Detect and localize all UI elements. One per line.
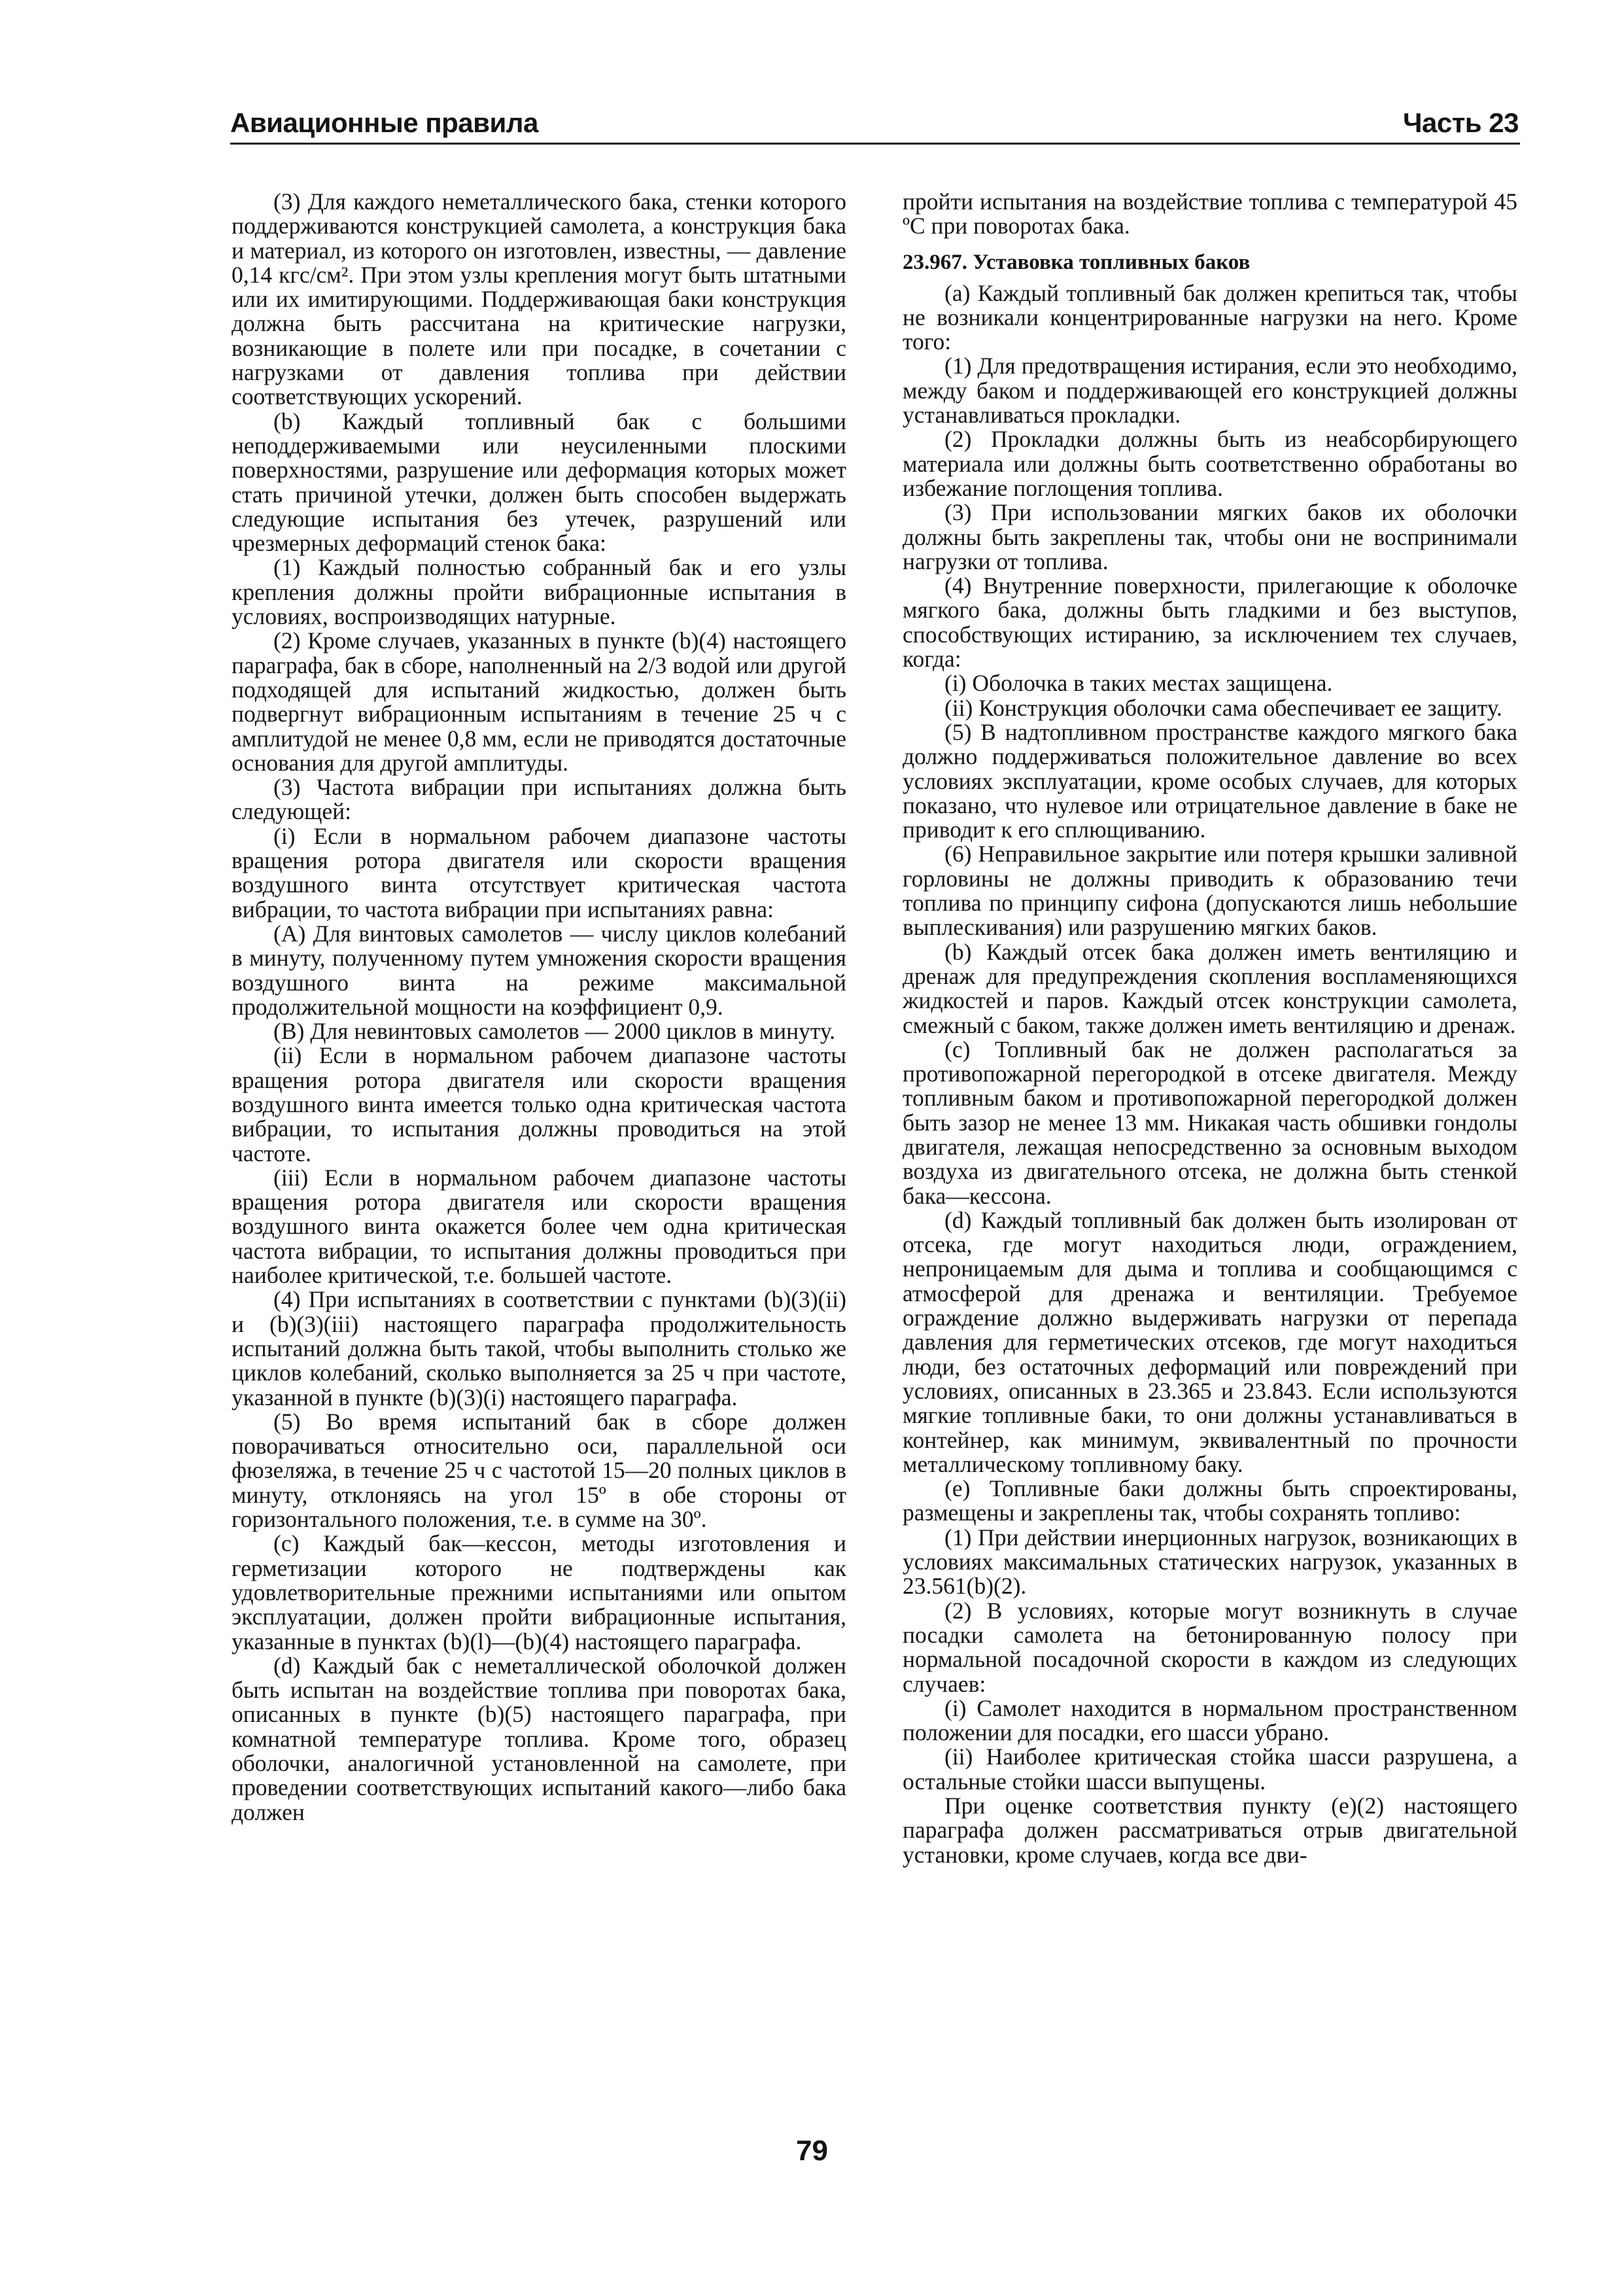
paragraph: (3) Для каждого неметаллического бака, стенки которого поддерживаются конструкцией самолета, а конструкция бака и материал, из которого он изготовлен, известны, — давление 0,14 кгс/см². При этом узлы крепления могут быть штатными или их имитирующими. Поддерживающая баки конструкция должна быть рассчитана на критические нагрузки, возникающие в полете или при посадке, в сочетании с нагрузками от давления топлива при действии соответствующих ускорений. xyxy=(232,190,846,410)
paragraph: (iii) Если в нормальном рабочем диапазоне частоты вращения ротора двигателя или скорости вращения воздушного винта окажется более чем одна критическая частота вибрации, то испытания должны проводиться при наиболее критической, т.е. большей частоте. xyxy=(232,1164,846,1289)
paragraph: (e) Топливные баки должны быть спроектированы, размещены и закреплены так, чтобы сохранять топливо: xyxy=(903,1475,1517,1526)
section-heading: 23.967. Уставовка топливных баков xyxy=(903,250,1251,274)
paragraph: При оценке соответствия пункту (e)(2) настоящего параграфа должен рассматриваться отрыв двигательной установки, кроме случаев, когда все дви- xyxy=(903,1793,1517,1868)
paragraph: (A) Для винтовых самолетов — числу циклов колебаний в минуту, полученному путем умножения скорости вращения воздушного винта на режиме максимальной продолжительной мощности на коэффициент 0,9. xyxy=(232,920,846,1020)
paragraph: (5) Во время испытаний бак в сборе должен поворачиваться относительно оси, параллельной оси фюзеляжа, в течение 25 ч с частотой 15—20 полных циклов в минуту, отклоняясь на угол 15º в обе стороны от горизонтального положения, т.е. в сумме на 30º. xyxy=(232,1408,846,1533)
page-number: 79 xyxy=(796,2135,828,2167)
header-document-title: Авиационные правила xyxy=(230,107,538,138)
paragraph: (i) Если в нормальном рабочем диапазоне частоты вращения ротора двигателя или скорости вращения воздушного винта отсутствует критическая частота вибрации, то частота вибрации при испытаниях равна: xyxy=(232,822,846,922)
paragraph: (ii) Если в нормальном рабочем диапазоне частоты вращения ротора двигателя или скорости вращения воздушного винта имеется только одна критическая частота вибрации, то испытания должны проводиться на этой частоте. xyxy=(232,1042,846,1166)
paragraph: (5) В надтопливном пространстве каждого мягкого бака должно поддерживаться положительное давление во всех условиях эксплуатации, кроме особых случаев, для которых показано, что нулевое или отрицательное давление в баке не приводит к его сплющиванию. xyxy=(903,718,1517,843)
paragraph: (3) Частота вибрации при испытаниях должна быть следующей: xyxy=(232,774,846,825)
paragraph: (4) При испытаниях в соответствии с пунктами (b)(3)(ii) и (b)(3)(iii) настоящего параграфа продолжительность испытаний должна быть такой, чтобы выполнить столько же циклов колебаний, сколько выполняется за 25 ч при частоте, указанной в пункте (b)(3)(i) настоящего параграфа. xyxy=(232,1286,846,1410)
paragraph: (1) Для предотвращения истирания, если это необходимо, между баком и поддерживающей его конструкцией должны устанавливаться прокладки. xyxy=(903,353,1517,429)
paragraph: (2) Прокладки должны быть из неабсорбирующего материала или должны быть соответственно обработаны во избежание поглощения топлива. xyxy=(903,426,1517,501)
left-column xyxy=(232,190,846,2120)
right-column xyxy=(903,190,1517,2120)
paragraph: (6) Неправильное закрытие или потеря крышки заливной горловины не должны приводить к образованию течи топлива по принципу сифона (допускаются лишь небольшие выплескивания) или разрушению мягких баков. xyxy=(903,841,1517,941)
paragraph: (i) Самолет находится в нормальном пространственном положении для посадки, его шасси убрано. xyxy=(903,1694,1517,1746)
paragraph: (c) Топливный бак не должен располагаться за противопожарной перегородкой в отсеке двигателя. Между топливным баком и противопожарной перегородкой должен быть зазор не менее 13 мм. Никакая часть обшивки гондолы двигателя, лежащая непосредственно за основным выходом воздуха из двигательного отсека, не должна быть стенкой бака—кессона. xyxy=(903,1036,1517,1209)
paragraph: (d) Каждый бак с неметаллической оболочкой должен быть испытан на воздействие топлива при поворотах бака, описанных в пункте (b)(5) настоящего параграфа, при комнатной температуре топлива. Кроме того, образец оболочки, аналогичной установленной на самолете, при проведении соответствующих испытаний какого—либо бака должен xyxy=(232,1652,846,1825)
paragraph: (c) Каждый бак—кессон, методы изготовления и герметизации которого не подтверждены как удовлетворительные прежними испытаниями или опытом эксплуатации, должен пройти вибрационные испытания, указанные в пунктах (b)(l)—(b)(4) настоящего параграфа. xyxy=(232,1530,846,1655)
paragraph: (ii) Конструкция оболочки сама обеспечивает ее защиту. xyxy=(944,694,1502,721)
continued-paragraph: пройти испытания на воздействие топлива с температурой 45 ºС при поворотах бака. xyxy=(903,190,1517,239)
running-header xyxy=(230,105,1519,141)
paragraph: (i) Оболочка в таких местах защищена. xyxy=(944,670,1333,697)
paragraph: (4) Внутренние поверхности, прилегающие к оболочке мягкого бака, должны быть гладкими и без выступов, способствующих истиранию, за исключением тех случаев, когда: xyxy=(903,572,1517,673)
paragraph: (d) Каждый топливный бак должен быть изолирован от отсека, где могут находиться люди, ограждением, непроницаемым для дыма и топлива и сообщающимся с атмосферой для дренажа и вентиляции. Требуемое ограждение должно выдерживать нагрузки от перепада давления для герметических отсеков, где могут находиться люди, без остаточных деформаций или повреждений при условиях, описанных в 23.365 и 23.843. Если используются мягкие топливные баки, то они должны устанавливаться в контейнер, как минимум, эквивалентный по прочности металлическому топливному баку. xyxy=(903,1206,1517,1477)
paragraph: (1) Каждый полностью собранный бак и его узлы крепления должны пройти вибрационные испытания в условиях, воспроизводящих натурные. xyxy=(232,554,846,630)
paragraph: (3) При использовании мягких баков их оболочки должны быть закреплены так, чтобы они не воспринимали нагрузки от топлива. xyxy=(903,499,1517,574)
paragraph: (1) При действии инерционных нагрузок, возникающих в условиях максимальных статических нагрузок, указанных в 23.561(b)(2). xyxy=(903,1524,1517,1600)
header-part-label: Часть 23 xyxy=(1402,107,1519,138)
paragraph: (a) Каждый топливный бак должен крепиться так, чтобы не возникали концентрированные нагрузки на него. Кроме того: xyxy=(903,279,1517,355)
header-rule xyxy=(230,143,1520,145)
paragraph: (2) В условиях, которые могут возникнуть в случае посадки самолета на бетонированную полосу при нормальной посадочной скорости в каждом из следующих случаев: xyxy=(903,1597,1517,1697)
paragraph: (2) Кроме случаев, указанных в пункте (b)(4) настоящего параграфа, бак в сборе, наполненный на 2/3 водой или другой подходящей для испытаний жидкостью, должен быть подвергнут вибрационным испытаниям в течение 25 ч с амплитудой не менее 0,8 мм, если не приводятся достаточные основания для другой амплитуды. xyxy=(232,627,846,776)
paragraph: (b) Каждый отсек бака должен иметь вентиляцию и дренаж для предупреждения скопления воспламеняющихся жидкостей и паров. Каждый отсек конструкции самолета, смежный с баком, также должен иметь вентиляцию и дренаж. xyxy=(903,938,1517,1038)
paragraph: (b) Каждый топливный бак с большими неподдерживаемыми или неусиленными плоскими поверхностями, разрушение или деформация которых может стать причиной утечки, должен быть способен выдержать следующие испытания без утечек, разрушений или чрезмерных деформаций стенок бака: xyxy=(232,408,846,557)
paragraph: (B) Для невинтовых самолетов — 2000 циклов в минуту. xyxy=(273,1018,836,1045)
paragraph: (ii) Наиболее критическая стойка шасси разрушена, а остальные стойки шасси выпущены. xyxy=(903,1743,1517,1795)
